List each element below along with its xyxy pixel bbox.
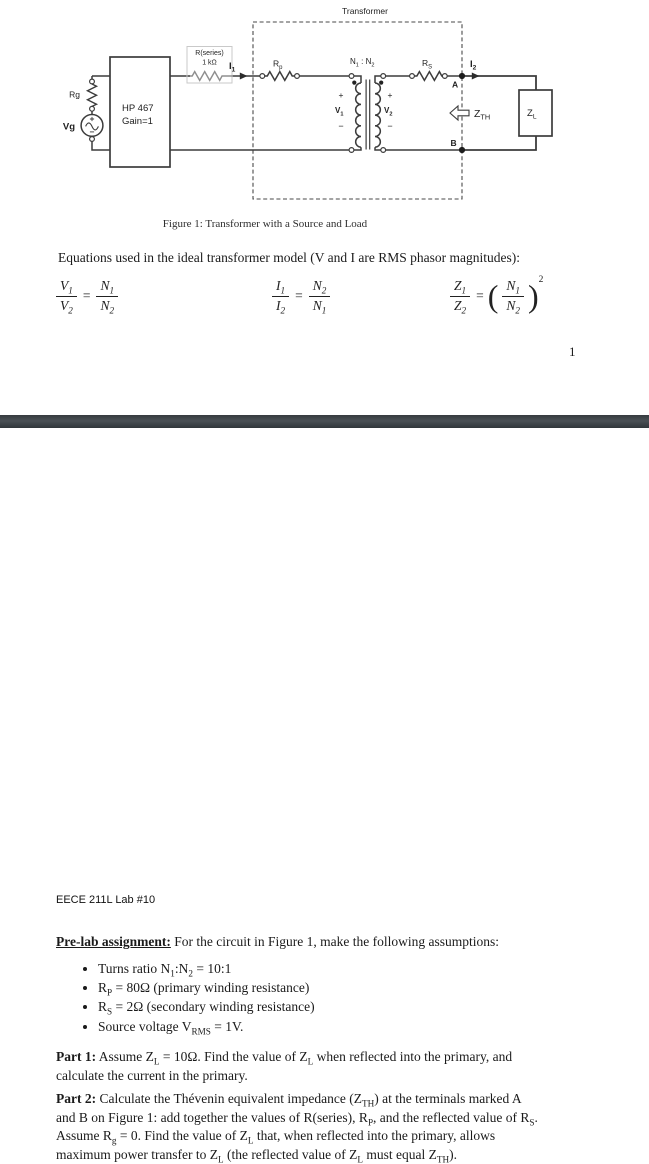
terminal-dot xyxy=(295,74,300,79)
v1-label: $V_1$ xyxy=(335,106,344,118)
fraction xyxy=(272,278,289,314)
terminal-dot xyxy=(90,137,95,142)
denominator: $V_2$ xyxy=(60,298,73,316)
terminal-dot xyxy=(349,74,354,79)
figure1-circuit-diagram xyxy=(0,0,649,215)
terminal-dot xyxy=(90,106,95,111)
numerator: $N_1$ xyxy=(96,278,118,297)
node-a-dot xyxy=(459,73,465,79)
list-item-turns-ratio: • Turns ratio $N_1:N_2$ = 10:1 xyxy=(98,959,618,978)
terminal-dot xyxy=(410,74,415,79)
denominator: $I_2$ xyxy=(276,298,286,316)
fraction xyxy=(96,278,118,314)
equations-intro-text: Equations used in the ideal transformer model (V and I are RMS phasor magnitudes): xyxy=(58,250,521,265)
document-page-1 xyxy=(0,0,649,415)
document-page-2 xyxy=(0,428,649,1164)
list-item-source-voltage: • Source voltage $V_{RMS} = 1V$. xyxy=(98,1017,618,1036)
figure-caption: Figure 1: Transformer with a Source and Load xyxy=(162,218,368,230)
transformer-symbol xyxy=(335,57,393,152)
amplifier-box xyxy=(110,57,170,167)
terminal-dot xyxy=(349,148,354,153)
equation-current-ratio xyxy=(272,278,330,314)
v2-minus-sign: − xyxy=(387,121,393,131)
v1-minus-sign: − xyxy=(338,121,344,131)
secondary-coil-icon xyxy=(375,83,380,147)
fraction xyxy=(56,278,77,314)
numerator: $V_1$ xyxy=(56,278,77,297)
denominator: $Z_2$ xyxy=(454,298,467,316)
v1-plus-sign: + xyxy=(338,90,344,100)
terminal-dot xyxy=(90,79,95,84)
equals-sign: = xyxy=(295,288,303,303)
node-b-label: B xyxy=(450,138,457,148)
node-a-label: A xyxy=(452,79,459,90)
prelab-assignment-heading: Pre-lab assignment: For the circuit in Figure 1, make the following assumptions: xyxy=(56,934,499,949)
rg-label: Rg xyxy=(69,89,80,100)
transformer-label: Transformer xyxy=(342,6,388,16)
amp-model-label: HP 467 xyxy=(122,103,154,114)
exponent: 2 xyxy=(538,275,544,285)
rs-label: $R_S$ xyxy=(422,58,433,71)
terminal-dot xyxy=(381,148,386,153)
wire xyxy=(462,136,536,150)
rg-resistor xyxy=(88,84,97,108)
rs-resistor xyxy=(410,58,448,80)
part1-paragraph: Part 1: Assume $Z_L = 10\Omega$. Find the value of $Z_L$ when reflected into the primary, and calculate the current in the primary. xyxy=(56,1049,513,1083)
list-item-rs: • $R_S = 2\Omega$ (secondary winding resistance) xyxy=(98,997,618,1016)
i1-current-arrow xyxy=(240,73,248,80)
numerator: $N_2$ xyxy=(309,278,331,297)
vg-label: Vg xyxy=(62,121,75,133)
equals-sign: = xyxy=(476,288,484,303)
zth-left-arrow-icon xyxy=(450,106,469,120)
equation-impedance-ratio xyxy=(450,275,544,316)
close-paren: ) xyxy=(528,278,539,314)
polarity-dot xyxy=(352,81,356,85)
i2-label: $I_2$ xyxy=(470,59,477,72)
open-paren: ( xyxy=(487,278,499,314)
v2-label: $V_2$ xyxy=(384,106,393,118)
rseries-name-label: R(series) xyxy=(195,50,224,57)
fraction xyxy=(309,278,331,314)
denominator: $N_2$ xyxy=(100,298,115,316)
numerator: $N_1$ xyxy=(502,278,524,297)
transformer-dashed-boundary xyxy=(253,22,462,199)
equation-voltage-ratio xyxy=(56,278,118,314)
primary-coil-icon xyxy=(356,83,361,147)
denominator: $N_2$ xyxy=(506,298,520,316)
rseries-resistor xyxy=(187,47,232,84)
terminal-dot xyxy=(260,74,265,79)
polarity-dot xyxy=(379,81,383,85)
zl-label: $Z_L$ xyxy=(527,108,537,121)
fraction xyxy=(450,278,470,314)
core-lines-icon xyxy=(366,80,370,150)
page-number: 1 xyxy=(569,344,576,359)
equals-sign: = xyxy=(82,288,91,303)
rs-zigzag xyxy=(414,72,442,81)
rp-label: $R_p$ xyxy=(273,58,283,71)
terminal-dot xyxy=(381,74,386,79)
part2-paragraph: Part 2: Calculate the Thévenin equivalent impedance $(Z_{TH})$ at the terminals marked A and B on Figure 1: add together the values of R(series), $R_P$, and the reflected value of $R_S$. Assume $R_g = 0$. Find the value of $Z_L$ that, when reflected into the primary, allows maximum power transfer to $Z_L$ (the reflected value of $Z_L$ must equal $Z_{TH}$). xyxy=(56,1091,538,1164)
turns-ratio-label: $N_1$ : $N_2$ xyxy=(350,57,375,69)
i1-label: $I_1$ xyxy=(229,61,236,74)
source-branch xyxy=(63,79,103,141)
list-item-rp: • $R_P = 80\Omega$ (primary winding resistance) xyxy=(98,978,618,997)
lab-header: EECE 211L Lab #10 xyxy=(56,894,156,906)
rp-zigzag xyxy=(265,72,295,81)
rseries-value-label: 1 kΩ xyxy=(202,59,217,67)
v2-plus-sign: + xyxy=(387,90,393,100)
node-b-dot xyxy=(459,147,465,153)
numerator: $I_1$ xyxy=(272,278,289,297)
page-separator xyxy=(0,415,649,428)
numerator: $Z_1$ xyxy=(450,278,470,297)
i2-current-arrow xyxy=(472,73,480,80)
denominator: $N_1$ xyxy=(312,298,327,316)
assumptions-list xyxy=(82,959,618,1036)
rp-resistor xyxy=(260,59,300,81)
rseries-zigzag xyxy=(190,72,232,81)
amp-gain-label: Gain=1 xyxy=(122,116,153,127)
terminal-dot xyxy=(442,74,447,79)
fraction xyxy=(502,278,524,314)
zth-label: $Z_{TH}$ xyxy=(474,108,491,122)
